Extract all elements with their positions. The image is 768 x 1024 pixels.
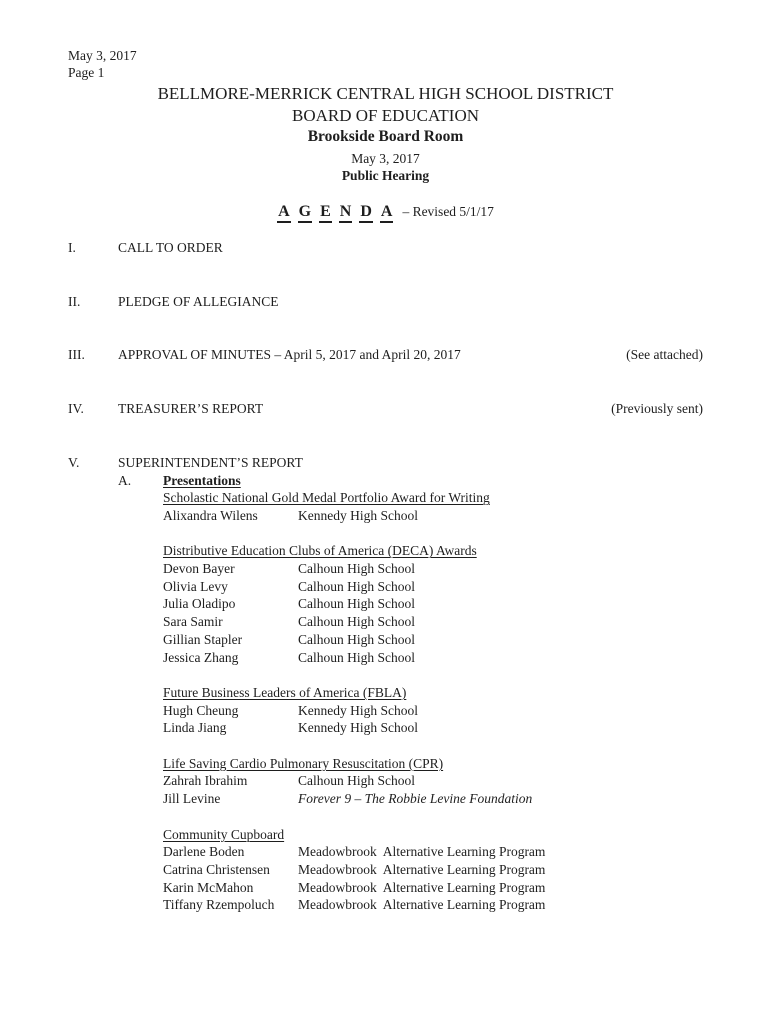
item-numeral: IV. [68,401,84,417]
item-title: SUPERINTENDENT’S REPORT [118,454,303,470]
district-title: BELLMORE-MERRICK CENTRAL HIGH SCHOOL DISTRICT [157,84,614,103]
presentation-group-fbla [163,684,703,737]
presentation-group-title: Scholastic National Gold Medal Portfolio Award for Writing [163,490,490,506]
presenter-organization: Meadowbrook Alternative Learning Program [298,897,546,913]
agenda-item-pledge [68,293,703,311]
presentation-entry [163,613,703,631]
agenda-letter: G [298,203,312,223]
presentation-entry [163,879,703,897]
presenter-organization: Kennedy High School [298,507,418,523]
presenter-organization: Calhoun High School [298,561,415,577]
presenter-name: Hugh Cheung [163,702,239,718]
document-header [68,83,703,184]
item-title: PLEDGE OF ALLEGIANCE [118,293,279,309]
agenda-letter: E [319,203,332,223]
agenda-item-superintendents-report [68,454,703,472]
presentation-entry [163,560,703,578]
agenda-letter: A [380,203,394,223]
presenter-organization: Calhoun High School [298,614,415,630]
presentation-entry [163,578,703,596]
item-note: (Previously sent) [611,401,703,417]
item-numeral: II. [68,293,81,309]
presenter-name: Sara Samir [163,614,223,630]
presentations-label: A. [118,472,132,488]
presentation-group-cpr [163,755,703,808]
item-title: APPROVAL OF MINUTES – April 5, 2017 and April 20, 2017 [118,347,461,363]
presentation-group-title: Community Cupboard [163,826,285,842]
presentation-entry [163,507,703,525]
presentation-entry [163,702,703,720]
presentation-group-scholastic [163,489,703,524]
presentation-entry [163,790,703,808]
presentation-group-title: Distributive Education Clubs of America (DECA) Awards [163,543,477,559]
meeting-session: Public Hearing [341,168,430,183]
item-numeral: V. [68,454,80,470]
agenda-letter: N [339,203,353,223]
presentations-heading: Presentations [163,472,241,488]
presenter-organization: Meadowbrook Alternative Learning Program [298,844,546,860]
presentations-section [118,472,703,915]
presenter-organization: Kennedy High School [298,702,418,718]
agenda-letter: D [359,203,373,223]
presentation-group-title: Life Saving Cardio Pulmonary Resuscitation (CPR) [163,755,444,771]
presenter-organization: Kennedy High School [298,720,418,736]
board-title: BOARD OF EDUCATION [291,105,479,125]
presentation-entry [163,595,703,613]
presentation-group-title: Future Business Leaders of America (FBLA) [163,684,407,700]
presenter-organization: Calhoun High School [298,596,415,612]
presentation-entry [163,649,703,667]
presenter-name: Jessica Zhang [163,649,239,665]
presentation-entry [163,631,703,649]
meeting-room: Brookside Board Room [307,128,464,145]
presentation-entry [163,772,703,790]
presenter-organization: Calhoun High School [298,649,415,665]
presenter-organization: Forever 9 – The Robbie Levine Foundation [298,791,533,807]
agenda-revision-note: – Revised 5/1/17 [402,204,494,219]
item-title: CALL TO ORDER [118,240,223,255]
presentation-entry [163,896,703,914]
agenda-item-approval-of-minutes [68,346,703,364]
presenter-name: Catrina Christensen [163,861,270,877]
presentation-group-deca [163,542,703,666]
item-numeral: I. [68,240,76,255]
presenter-name: Olivia Levy [163,578,228,594]
item-numeral: III. [68,347,85,363]
presentation-group-community-cupboard [163,826,703,915]
presentations-content [163,472,703,915]
presenter-organization: Meadowbrook Alternative Learning Program [298,861,546,877]
presenter-name: Zahrah Ibrahim [163,773,248,789]
presenter-name: Alixandra Wilens [163,507,258,523]
presenter-organization: Calhoun High School [298,578,415,594]
item-note: (See attached) [626,347,703,363]
presenter-organization: Meadowbrook Alternative Learning Program [298,879,546,895]
presenter-name: Gillian Stapler [163,631,243,647]
presenter-name: Linda Jiang [163,720,227,736]
agenda-heading [68,202,703,224]
meeting-date: May 3, 2017 [351,151,420,166]
agenda-item-call-to-order [68,239,703,257]
presenter-name: Tiffany Rzempoluch [163,897,275,913]
presenter-name: Jill Levine [163,791,221,807]
presenter-organization: Calhoun High School [298,773,415,789]
agenda-items [68,239,703,914]
agenda-item-treasurers-report [68,400,703,418]
presentation-entry [163,719,703,737]
presenter-name: Devon Bayer [163,561,235,577]
doc-page-number: Page 1 [68,65,105,80]
presentation-entry [163,843,703,861]
doc-date: May 3, 2017 [68,48,137,63]
presenter-organization: Calhoun High School [298,631,415,647]
presentation-entry [163,861,703,879]
presenter-name: Julia Oladipo [163,596,236,612]
agenda-letter: A [277,203,291,223]
presenter-name: Darlene Boden [163,844,245,860]
item-title: TREASURER’S REPORT [118,401,264,417]
presenter-name: Karin McMahon [163,879,254,895]
